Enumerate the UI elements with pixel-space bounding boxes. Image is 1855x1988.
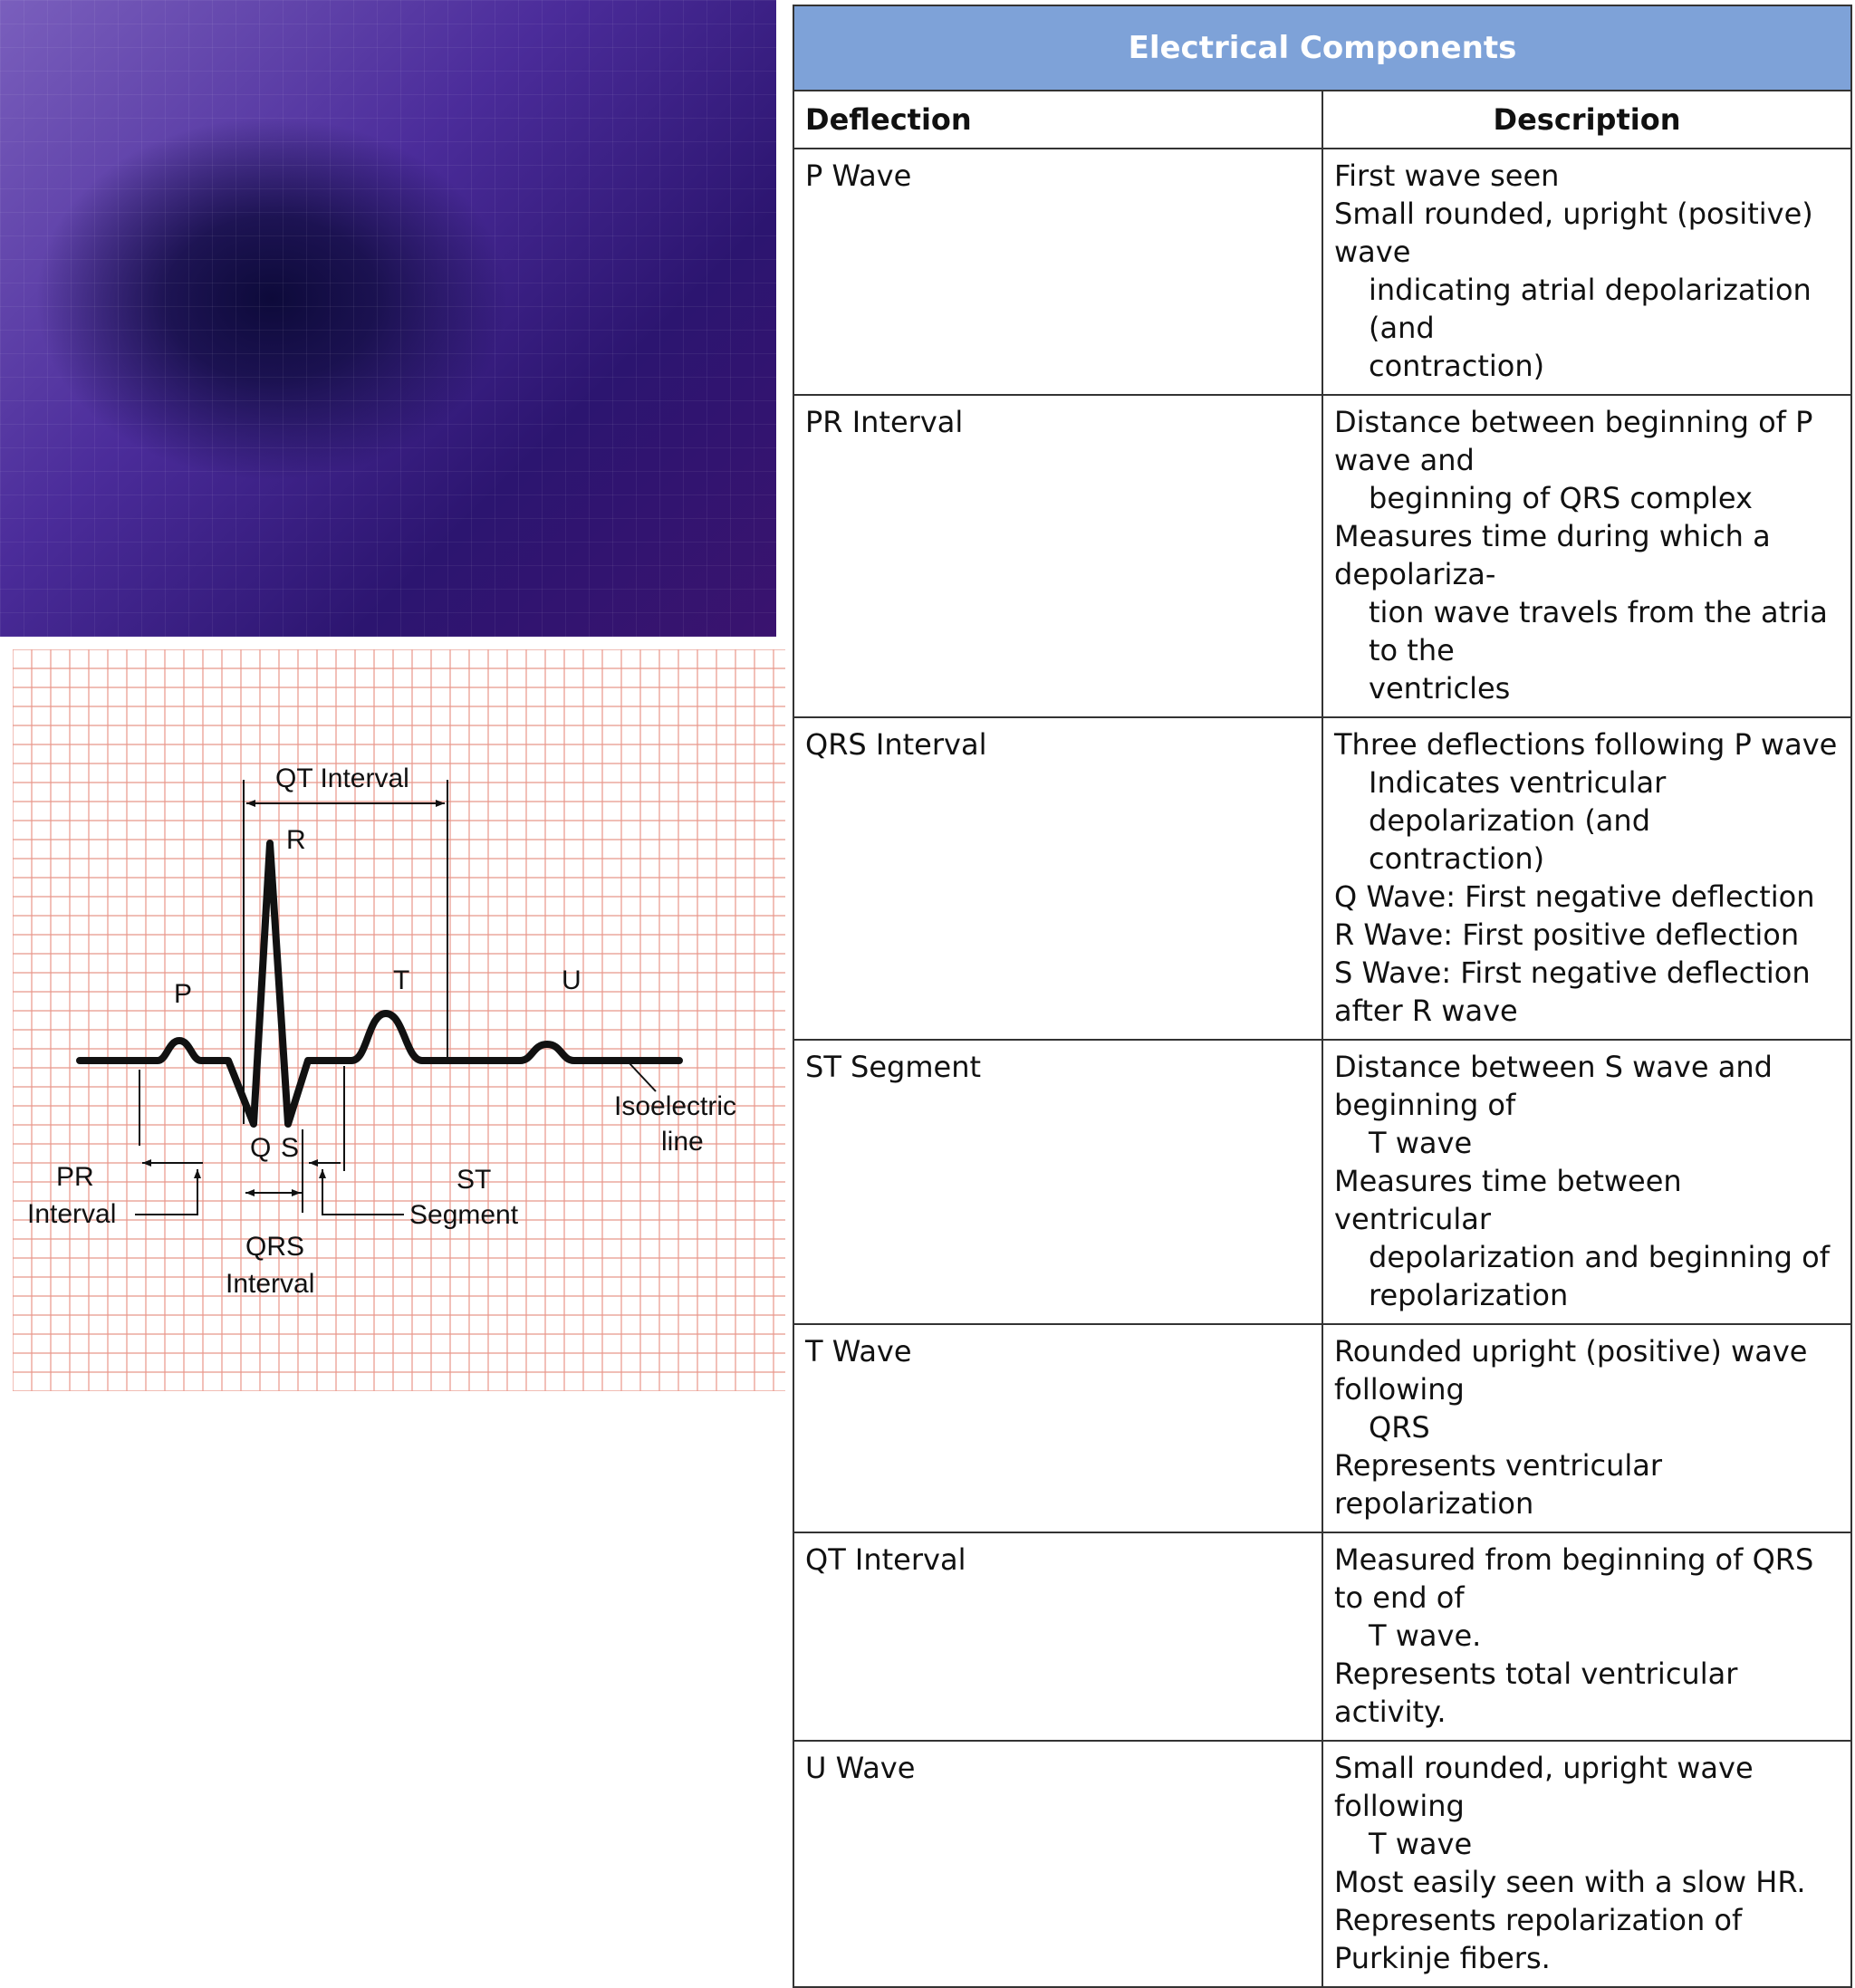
description-line: Three deflections following P wave: [1334, 727, 1838, 762]
description-line: indicating atrial depolarization (and: [1369, 273, 1812, 345]
label-qrs: QRS: [245, 1232, 305, 1262]
label-r: R: [286, 825, 306, 855]
ecg-labels: [27, 764, 736, 1299]
description-line: T wave.: [1369, 1618, 1482, 1653]
table-body: [793, 149, 1851, 1987]
deflection-description: [1322, 1532, 1851, 1741]
description-line: Represents ventricular repolarization: [1334, 1448, 1662, 1521]
description-line: Small rounded, upright (positive) wave: [1334, 197, 1813, 269]
deflection-description: [1322, 149, 1851, 395]
description-line: Indicates ventricular depolarization (and: [1369, 765, 1667, 838]
label-qt-interval: QT Interval: [275, 764, 409, 793]
description-line: ventricles: [1369, 671, 1511, 706]
description-line: Q Wave: First negative deflection: [1334, 879, 1815, 914]
description-line: tion wave travels from the atria to the: [1369, 595, 1828, 667]
deflection-name: QRS Interval: [793, 717, 1322, 1040]
label-p: P: [174, 979, 193, 1009]
label-st-segment: Segment: [409, 1200, 519, 1230]
pr-leader: [135, 1169, 197, 1215]
deflection-name: U Wave: [793, 1741, 1322, 1987]
description-line: Measures time between ventricular: [1334, 1164, 1682, 1236]
description-line: R Wave: First positive deflection: [1334, 917, 1800, 952]
ecg-trace: [80, 843, 679, 1124]
label-u: U: [562, 965, 581, 995]
description-line: contraction): [1369, 349, 1545, 383]
description-line: contraction): [1369, 841, 1545, 876]
ecg-diagram: [13, 649, 785, 1391]
column-header-deflection: Deflection: [793, 91, 1322, 149]
label-pr-interval: Interval: [27, 1199, 117, 1229]
description-line: beginning of QRS complex: [1369, 481, 1753, 515]
label-line: line: [661, 1127, 704, 1157]
purple-background-image: [0, 0, 776, 637]
description-line: Represents repolarization of Purkinje fibers.: [1334, 1903, 1743, 1975]
description-line: T wave: [1369, 1827, 1473, 1861]
description-line: Rounded upright (positive) wave following: [1334, 1334, 1808, 1407]
deflection-description: [1322, 1741, 1851, 1987]
table-title: Electrical Components: [793, 5, 1851, 91]
table-row: [793, 1040, 1851, 1324]
description-line: Distance between S wave and beginning of: [1334, 1050, 1773, 1122]
description-line: First wave seen: [1334, 158, 1560, 193]
description-line: Measured from beginning of QRS to end of: [1334, 1542, 1814, 1615]
description-line: Measures time during which a depolariza-: [1334, 519, 1771, 591]
deflection-name: T Wave: [793, 1324, 1322, 1532]
deflection-name: QT Interval: [793, 1532, 1322, 1741]
ecg-diagram-svg: [13, 649, 785, 1391]
deflection-description: [1322, 717, 1851, 1040]
label-q: Q: [250, 1133, 272, 1163]
table-row: [793, 149, 1851, 395]
st-leader: [322, 1169, 404, 1215]
description-line: Most easily seen with a slow HR.: [1334, 1865, 1806, 1899]
column-header-description: Description: [1322, 91, 1851, 149]
table-row: [793, 717, 1851, 1040]
deflection-description: [1322, 1324, 1851, 1532]
deflection-description: [1322, 1040, 1851, 1324]
deflection-name: ST Segment: [793, 1040, 1322, 1324]
table-row: [793, 1532, 1851, 1741]
description-line: Distance between beginning of P wave and: [1334, 405, 1813, 477]
label-pr: PR: [56, 1162, 94, 1192]
table-row: [793, 1741, 1851, 1987]
description-line: Represents total ventricular activity.: [1334, 1657, 1738, 1729]
description-line: Small rounded, upright wave following: [1334, 1751, 1754, 1823]
table-row: [793, 395, 1851, 717]
electrical-components-table: [793, 5, 1852, 1988]
electrical-components-table-container: [793, 5, 1852, 1975]
description-line: S Wave: First negative deflection after R wave: [1334, 956, 1811, 1028]
deflection-name: P Wave: [793, 149, 1322, 395]
label-qrs-interval: Interval: [226, 1269, 315, 1299]
description-line: repolarization: [1369, 1278, 1569, 1312]
ecg-annotation-lines: [135, 780, 656, 1215]
table-row: [793, 1324, 1851, 1532]
label-t: T: [393, 965, 410, 995]
description-line: depolarization and beginning of: [1369, 1240, 1830, 1274]
label-s: S: [281, 1133, 300, 1163]
purple-grid-texture: [0, 0, 776, 637]
label-st: ST: [457, 1165, 492, 1195]
deflection-description: [1322, 395, 1851, 717]
description-line: T wave: [1369, 1126, 1473, 1160]
label-isoelectric: Isoelectric: [614, 1091, 737, 1121]
description-line: QRS: [1369, 1410, 1430, 1445]
deflection-name: PR Interval: [793, 395, 1322, 717]
